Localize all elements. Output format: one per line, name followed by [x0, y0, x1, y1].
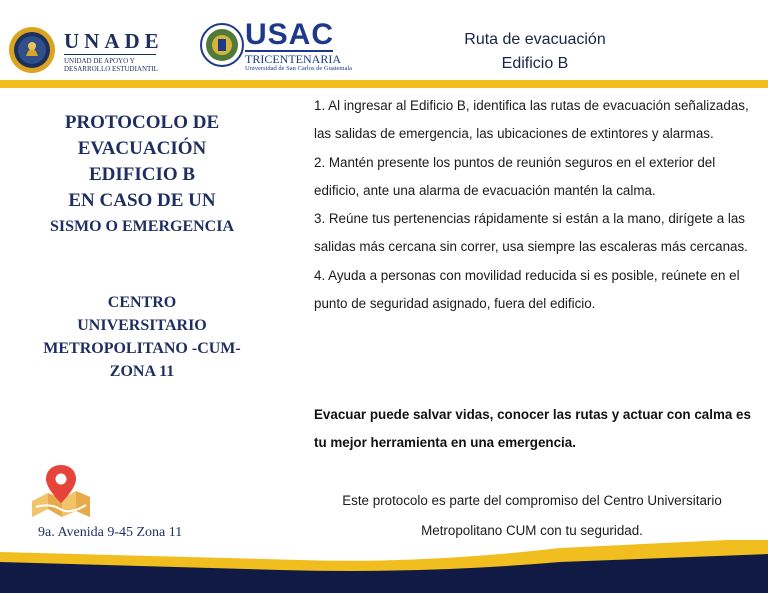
unade-divider: [64, 54, 156, 55]
map-pin-icon: [30, 463, 92, 519]
step-4: 4. Ayuda a personas con movilidad reducida si es posible, reúnete en el punto de seguridad asignado, fuera del edificio.: [314, 267, 740, 312]
protocol-line4: EN CASO DE UN: [68, 190, 216, 211]
evacuation-steps: [314, 92, 760, 318]
center-line1: CENTRO: [107, 294, 177, 311]
center-line2: UNIVERSITARIO: [77, 317, 207, 334]
protocol-line5: SISMO O EMERGENCIA: [49, 218, 235, 235]
unade-name: UNADE: [64, 29, 164, 53]
protocol-heading: [24, 110, 260, 240]
usac-subtitle: Universidad de San Carlos de Guatemala: [245, 65, 353, 72]
address: 9a. Avenida 9-45 Zona 11: [38, 525, 183, 540]
step-1: 1. Al ingresar al Edificio B, identifica las rutas de evacuación señalizadas, las salidas de emergencia, las ubicaciones de extintores y alarmas.: [314, 98, 749, 142]
center-line3: METROPOLITANO -CUM-: [43, 340, 241, 357]
usac-tagline: TRICENTENARIA: [245, 52, 341, 66]
protocol-line1: PROTOCOLO DE: [64, 112, 220, 133]
unade-subtitle-2: DESARROLLO ESTUDIANTIL: [64, 65, 158, 73]
center-line4: ZONA 11: [109, 363, 175, 380]
step-3: 3. Reúne tus pertenencias rápidamente si están a la mano, dirígete a las salidas más cercana sin correr, usa siempre las escaleras más cercanas.: [314, 211, 748, 255]
usac-logo-text: [245, 20, 352, 73]
center-name: [20, 291, 264, 383]
bottom-wave-decoration: [0, 540, 768, 593]
key-message: Evacuar puede salvar vidas, conocer las rutas y actuar con calma es tu mejor herramienta en una emergencia.: [314, 407, 751, 450]
step-2: 2. Mantén presente los puntos de reunión seguros en el exterior del edificio, ante una alarma de evacuación mantén la calma.: [314, 154, 716, 198]
protocol-line3: EDIFICIO B: [88, 164, 196, 185]
unade-seal-icon: [8, 26, 56, 74]
route-title: [420, 28, 650, 76]
header-divider-bar: [0, 80, 768, 88]
unade-subtitle-1: UNIDAD DE APOYO Y: [64, 57, 135, 65]
header: [0, 0, 768, 82]
usac-seal-icon: [200, 23, 244, 67]
usac-name: USAC: [245, 18, 335, 51]
protocol-line2: EVACUACIÓN: [77, 138, 207, 159]
route-title-line1: Ruta de evacuación: [464, 31, 606, 48]
unade-logo-text: [64, 30, 164, 73]
route-title-line2: Edificio B: [501, 55, 569, 72]
footer-note: Este protocolo es parte del compromiso del Centro Universitario Metropolitano CUM con tu seguridad.: [342, 493, 722, 538]
